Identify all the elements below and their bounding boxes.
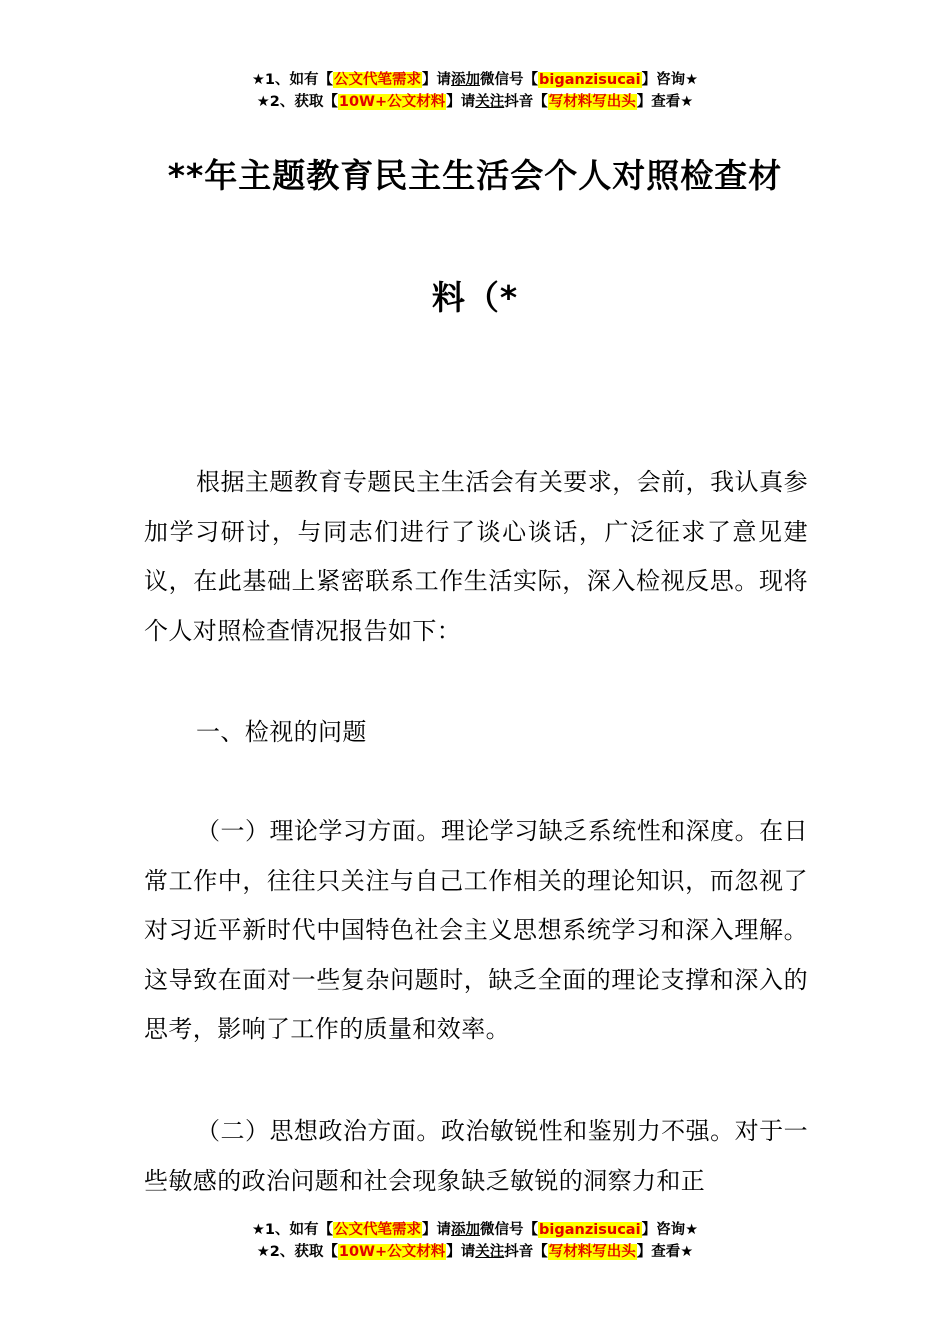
banner-text: ★1、如有【 xyxy=(251,1222,334,1238)
banner-highlight: 10W+公文材料 xyxy=(338,94,446,110)
wechat-id-highlight: biganzisucai xyxy=(539,1222,641,1238)
banner-highlight: 公文代笔需求 xyxy=(334,72,422,88)
banner-text: ★2、获取【 xyxy=(256,1244,338,1260)
banner-underline: 添加 xyxy=(451,1222,481,1238)
banner-text: ★1、如有【 xyxy=(251,72,334,88)
banner-line-2 xyxy=(0,91,950,113)
banner-line-2 xyxy=(0,1241,950,1263)
banner-text: 】请 xyxy=(446,1244,476,1260)
issue-item-2: （二）思想政治方面。政治敏锐性和鉴别力不强。对于一些敏感的政治问题和社会现象缺乏敏锐的洞察力和正 xyxy=(144,1117,808,1195)
banner-text: 】查看★ xyxy=(636,94,694,110)
banner-text: 】咨询★ xyxy=(641,1222,699,1238)
section-heading: 一、检视的问题 xyxy=(196,718,367,746)
banner-text: 】查看★ xyxy=(636,1244,694,1260)
issue-item-1: （一）理论学习方面。理论学习缺乏系统性和深度。在日常工作中，往往只关注与自己工作相关的理论知识，而忽视了对习近平新时代中国特色社会主义思想系统学习和深入理解。这导致在面对一些复杂问题时，缺乏全面的理论支撑和深入的思考，影响了工作的质量和效率。 xyxy=(144,817,808,1043)
banner-text: 抖音【 xyxy=(504,94,548,110)
document-title-line-1: **年主题教育民主生活会个人对照检查材 xyxy=(167,156,783,195)
douyin-id-highlight: 写材料写出头 xyxy=(548,94,636,110)
banner-text: ★2、获取【 xyxy=(256,94,338,110)
banner-text: 微信号【 xyxy=(480,72,539,88)
banner-highlight: 10W+公文材料 xyxy=(338,1244,446,1260)
header-banner xyxy=(0,69,950,113)
douyin-id-highlight: 写材料写出头 xyxy=(548,1244,636,1260)
footer-banner xyxy=(0,1219,950,1263)
document-title-line-2: 料（* xyxy=(431,278,519,317)
banner-line-1 xyxy=(0,1219,950,1241)
banner-underline: 关注 xyxy=(475,94,505,110)
banner-underline: 关注 xyxy=(475,1244,505,1260)
banner-text: 】请 xyxy=(446,94,476,110)
banner-text: 微信号【 xyxy=(480,1222,539,1238)
banner-text: 抖音【 xyxy=(504,1244,548,1260)
banner-highlight: 公文代笔需求 xyxy=(334,1222,422,1238)
banner-text: 】咨询★ xyxy=(641,72,699,88)
banner-text: 】请 xyxy=(422,72,452,88)
banner-underline: 添加 xyxy=(451,72,481,88)
intro-paragraph: 根据主题教育专题民主生活会有关要求，会前，我认真参加学习研讨，与同志们进行了谈心谈话，广泛征求了意见建议，在此基础上紧密联系工作生活实际，深入检视反思。现将个人对照检查情况报告如下： xyxy=(144,468,808,645)
wechat-id-highlight: biganzisucai xyxy=(539,72,641,88)
banner-text: 】请 xyxy=(422,1222,452,1238)
banner-line-1 xyxy=(0,69,950,91)
